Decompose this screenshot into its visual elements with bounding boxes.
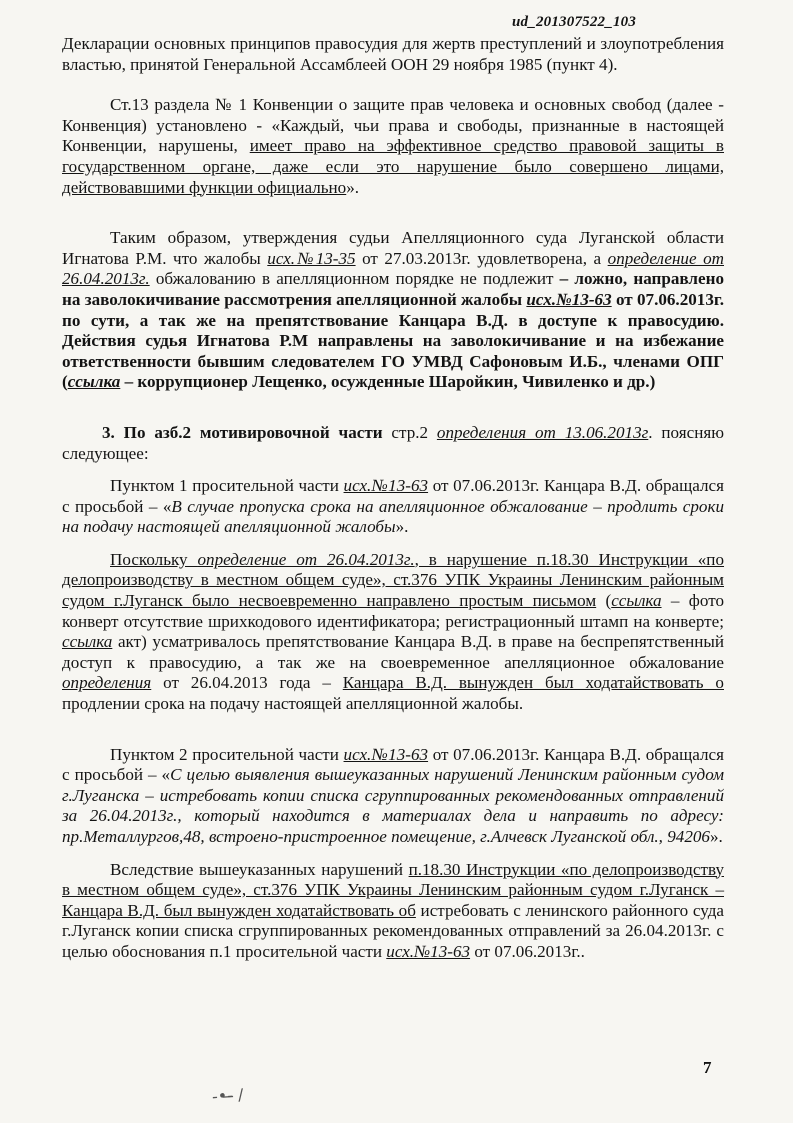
paragraph-convention [62, 95, 724, 198]
paragraph-since [62, 550, 724, 715]
paragraph-text: ( [596, 591, 612, 611]
underlined-text: Канцара В.Д. вынужден был ходатайствовать о [342, 673, 724, 693]
reference-link: ссылка [611, 591, 662, 611]
paragraph-consequence [62, 860, 724, 963]
bold-text: от 07.06.2013г. по сути, а так же на препятствование Канцара В.Д. в доступе к правосудию. Действия судья Игнатова Р.М направлены на заволокичивание и на избежание ответственности бывшим следователем ГО УМВД Сафоновым И.Б., членами ОПГ ( [62, 289, 724, 392]
paragraph-text: Декларации основных принципов правосудия для жертв преступлений и злоупотребления властью, принятой Генеральной Ассамблеей ООН 29 ноября 1985 (пункт 4). [62, 34, 724, 74]
document-body [62, 34, 724, 963]
paragraph-text: истребовать с ленинского районного суда г.Луганск копии списка сгруппированных рекомендованных отправлений за 26.04.2013г. с целью обоснования п.1 просительной части [62, 900, 724, 961]
paragraph-text: ». [395, 517, 409, 537]
paragraph-text: от 27.03.2013г. удовлетворена, а [355, 248, 608, 268]
reference-link: исх.№13-63 [386, 941, 471, 961]
reference-link: исх.№13-63 [343, 744, 429, 764]
paragraph-text: ». [346, 177, 360, 197]
paragraph-declaration [62, 34, 724, 75]
reference-link: исх.№13-35 [267, 248, 356, 268]
paragraph-text: стр.2 [382, 422, 437, 442]
paragraph-text: Пунктом 2 просительной части [110, 744, 344, 764]
bold-text: – коррупционер Лещенко, осужденные Шаройкин, Чивиленко и др.) [120, 372, 656, 392]
reference-link: ссылка [67, 372, 121, 392]
paragraph-text: Таким образом, утверждения судьи Апелляционного суда Луганской области Игнатова Р.М. что жалобы [62, 228, 724, 268]
reference-link: ссылка [62, 632, 113, 652]
paragraph-text: Ст.13 раздела № 1 Конвенции о защите прав человека и основных свобод (далее - Конвенция) установлено - «Каждый, чьи права и свободы, признанные в настоящей Конвенции, нарушены, [62, 95, 724, 156]
document-id: ud_201307522_103 [512, 14, 637, 30]
page-number: 7 [703, 1058, 712, 1077]
paragraph-text: от 07.06.2013г. Канцара В.Д. обращался с просьбой – « [62, 476, 724, 516]
paragraph-point-1 [62, 476, 724, 538]
paragraph-text: – фото конверт отсутствие шрихкодового идентификатора; регистрационный штамп на конверте; [62, 591, 724, 631]
reference-link: определение от 26.04.2013г. [197, 549, 415, 569]
paragraph-text: от 26.04.2013 года – [151, 673, 343, 693]
reference-link: исх.№13-63 [526, 289, 612, 309]
bold-text: – ложно, направлено на заволокичивание рассмотрения апелляционной жалобы [62, 269, 724, 309]
reference-link: определение от 26.04.2013г. [62, 248, 724, 289]
italic-quote: В случае пропуска срока на апелляционное обжалование – продлить сроки на подачу настоящей апелляционной жалобы [62, 496, 724, 537]
handwritten-mark: -•-̶ / [211, 1084, 245, 1107]
paragraph-text: от 07.06.2013г. Канцара В.Д. обращался с просьбой – « [62, 744, 724, 785]
paragraph-text: . поясняю следующее: [62, 422, 724, 463]
underlined-text: Поскольку [110, 549, 198, 569]
section-heading: 3. По азб.2 мотивировочной части [102, 422, 383, 442]
paragraph-conclusion [62, 228, 724, 393]
paragraph-text: ». [709, 827, 723, 846]
underlined-text: , в нарушение п.18.30 Инструкции «по делопроизводству в местном общем суде», ст.376 УПК Украины Ленинским районным судом г.Луганск было несвоевременно направлено простым письмом [62, 549, 725, 611]
underlined-quote: имеет право на эффективное средство правовой защиты в государственном органе, даже если это нарушение было совершено лицами, действовавшими функции официально [62, 136, 724, 197]
paragraph-text: акт) усматривалось препятствование Канцара В.Д. в праве на беспрепятственный доступ к правосудию, а так же на своевременное апелляционное обжалование [62, 632, 724, 672]
reference-link: исх.№13-63 [343, 476, 429, 496]
paragraph-point-2 [62, 745, 724, 848]
paragraph-text: Пунктом 1 просительной части [110, 476, 344, 496]
paragraph-text: от 07.06.2013г.. [470, 941, 585, 961]
paragraph-text: Вследствие вышеуказанных нарушений [110, 859, 409, 879]
reference-link: определения [62, 673, 152, 693]
paragraph-text: продлении срока на подачу настоящей апелляционной жалобы. [62, 694, 524, 714]
reference-link: определения от 13.06.2013г [436, 422, 649, 442]
paragraph-section-3 [62, 423, 724, 464]
italic-quote: С целью выявления вышеуказанных нарушений Ленинским районным судом г.Луганска – истребовать копии списка сгруппированных рекомендованных отправлений за 26.04.2013г., который находится в материалах дела и направить по адресу: пр.Металлургов,48, встроено-пристроенное помещение, г.Алчевск Луганской обл., 94206 [62, 765, 724, 846]
underlined-text: п.18.30 Инструкции «по делопроизводству в местном общем суде», ст.376 УПК Украины Ленинским районным судом г.Луганск – Канцара В.Д. был вынужден ходатайствовать об [62, 859, 724, 920]
paragraph-text: обжалованию в апелляционном порядке не подлежит [149, 269, 560, 289]
